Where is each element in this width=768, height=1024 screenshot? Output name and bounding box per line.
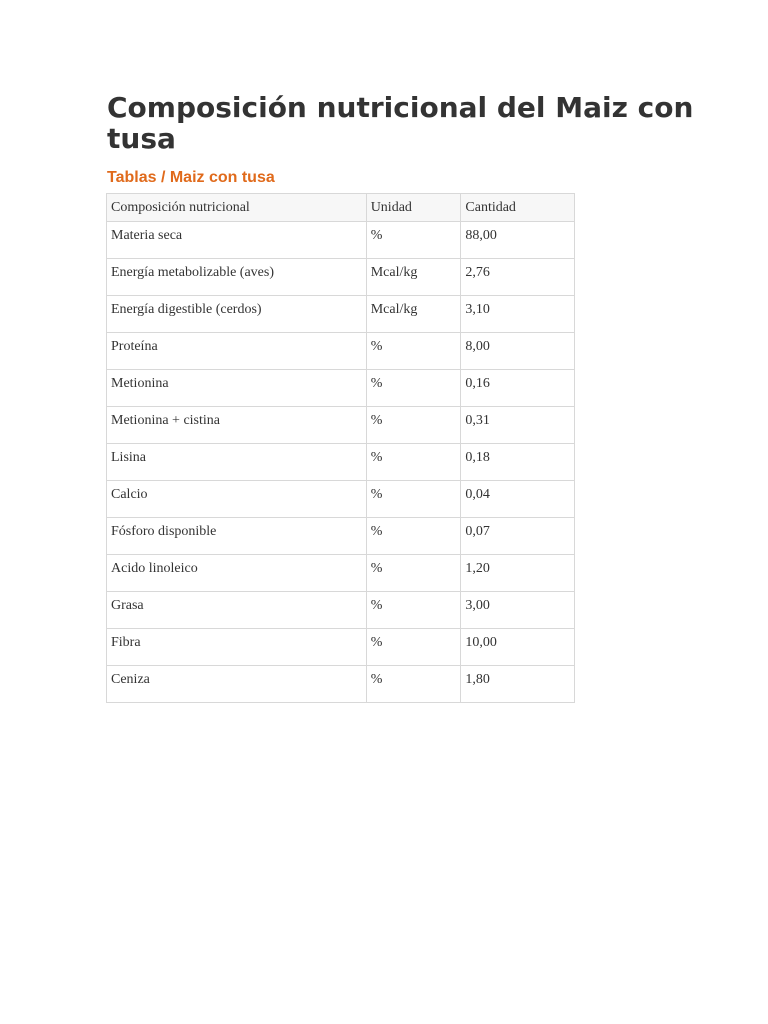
unit-cell: % bbox=[366, 444, 461, 481]
quantity-cell: 1,80 bbox=[461, 666, 575, 703]
table-row bbox=[107, 592, 575, 629]
table-row bbox=[107, 481, 575, 518]
column-header-quantity: Cantidad bbox=[461, 194, 575, 222]
nutrient-name-cell: Acido linoleico bbox=[107, 555, 367, 592]
column-header-composition: Composición nutricional bbox=[107, 194, 367, 222]
breadcrumb[interactable]: Tablas / Maiz con tusa bbox=[107, 169, 275, 186]
quantity-cell: 1,20 bbox=[461, 555, 575, 592]
nutrient-name-cell: Lisina bbox=[107, 444, 367, 481]
unit-cell: % bbox=[366, 333, 461, 370]
unit-cell: % bbox=[366, 370, 461, 407]
column-header-unit: Unidad bbox=[366, 194, 461, 222]
quantity-cell: 0,18 bbox=[461, 444, 575, 481]
unit-cell: % bbox=[366, 407, 461, 444]
quantity-cell: 0,04 bbox=[461, 481, 575, 518]
nutrition-table bbox=[106, 193, 575, 703]
table-row bbox=[107, 555, 575, 592]
nutrient-name-cell: Grasa bbox=[107, 592, 367, 629]
unit-cell: % bbox=[366, 222, 461, 259]
unit-cell: Mcal/kg bbox=[366, 296, 461, 333]
table-row bbox=[107, 296, 575, 333]
quantity-cell: 2,76 bbox=[461, 259, 575, 296]
unit-cell: % bbox=[366, 592, 461, 629]
nutrient-name-cell: Energía digestible (cerdos) bbox=[107, 296, 367, 333]
quantity-cell: 8,00 bbox=[461, 333, 575, 370]
unit-cell: Mcal/kg bbox=[366, 259, 461, 296]
unit-cell: % bbox=[366, 629, 461, 666]
unit-cell: % bbox=[366, 518, 461, 555]
nutrient-name-cell: Metionina bbox=[107, 370, 367, 407]
quantity-cell: 0,31 bbox=[461, 407, 575, 444]
table-row bbox=[107, 518, 575, 555]
nutrient-name-cell: Calcio bbox=[107, 481, 367, 518]
nutrient-name-cell: Energía metabolizable (aves) bbox=[107, 259, 367, 296]
table-row bbox=[107, 444, 575, 481]
nutrient-name-cell: Proteína bbox=[107, 333, 367, 370]
table-row bbox=[107, 222, 575, 259]
unit-cell: % bbox=[366, 555, 461, 592]
table-row bbox=[107, 666, 575, 703]
nutrient-name-cell: Fósforo disponible bbox=[107, 518, 367, 555]
quantity-cell: 3,00 bbox=[461, 592, 575, 629]
table-row bbox=[107, 333, 575, 370]
unit-cell: % bbox=[366, 481, 461, 518]
quantity-cell: 0,07 bbox=[461, 518, 575, 555]
quantity-cell: 0,16 bbox=[461, 370, 575, 407]
table-row bbox=[107, 629, 575, 666]
quantity-cell: 88,00 bbox=[461, 222, 575, 259]
table-row bbox=[107, 407, 575, 444]
table-header-row bbox=[107, 194, 575, 222]
table-row bbox=[107, 370, 575, 407]
nutrient-name-cell: Ceniza bbox=[107, 666, 367, 703]
table-row bbox=[107, 259, 575, 296]
page-title: Composición nutricional del Maiz con tusa bbox=[107, 91, 694, 155]
quantity-cell: 3,10 bbox=[461, 296, 575, 333]
unit-cell: % bbox=[366, 666, 461, 703]
nutrient-name-cell: Metionina + cistina bbox=[107, 407, 367, 444]
nutrient-name-cell: Fibra bbox=[107, 629, 367, 666]
nutrient-name-cell: Materia seca bbox=[107, 222, 367, 259]
quantity-cell: 10,00 bbox=[461, 629, 575, 666]
